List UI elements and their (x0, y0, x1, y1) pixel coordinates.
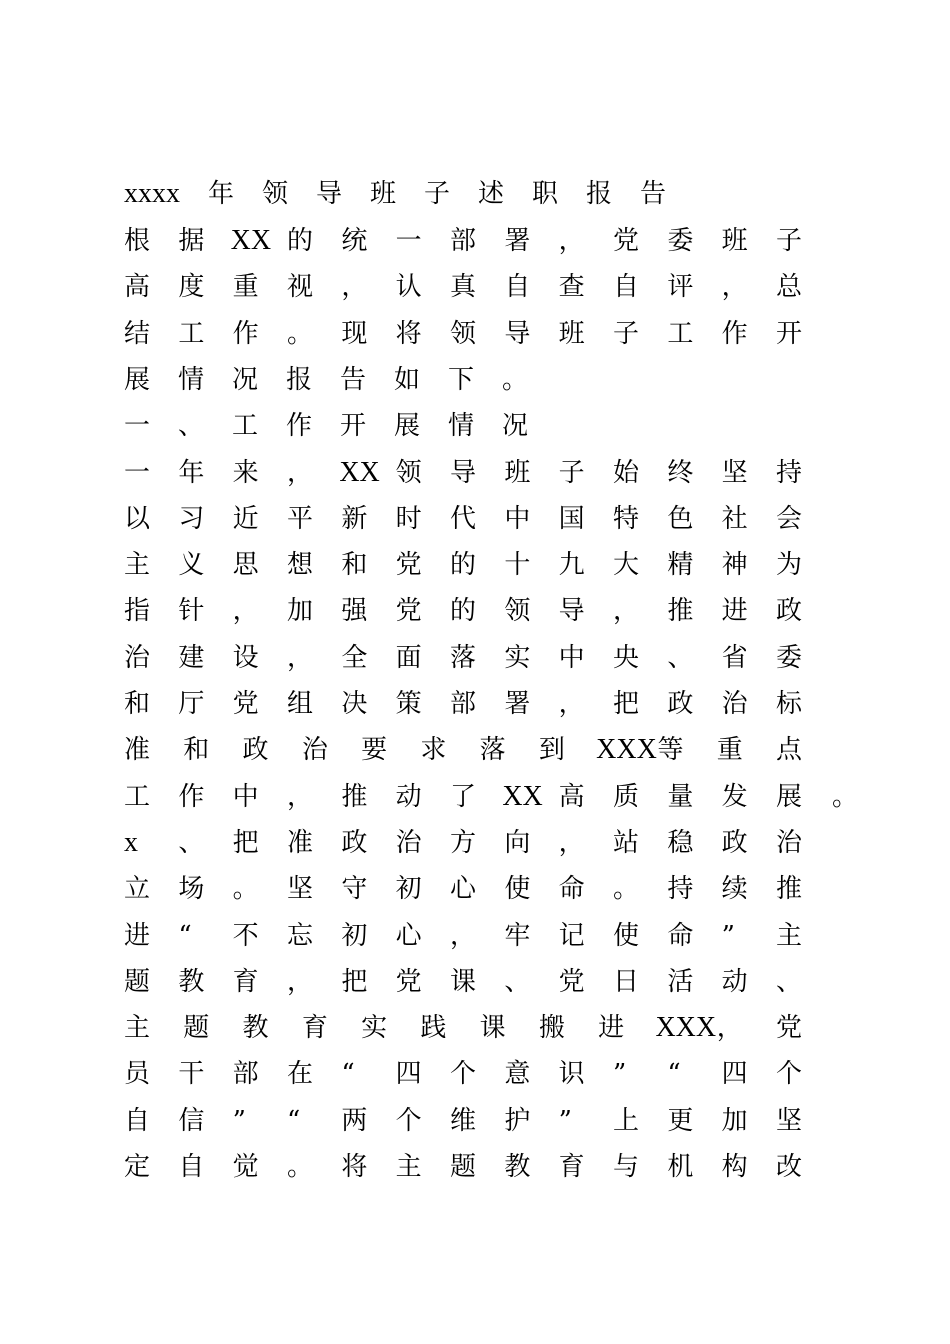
text-char: 育 (232, 966, 259, 997)
document-line (0, 450, 950, 496)
text-char: 九 (558, 550, 585, 581)
text-char: 加 (287, 596, 314, 627)
text-char: 了 (450, 781, 477, 812)
text-char: 十 (504, 550, 531, 581)
text-char: 色 (667, 503, 694, 534)
text-char: 平 (287, 503, 314, 534)
text-char: “ (341, 1059, 355, 1090)
text-char: ， (558, 827, 585, 858)
text-char: 守 (341, 874, 368, 905)
text-char: 场 (178, 874, 205, 905)
text-char: 发 (721, 781, 748, 812)
text-char: 全 (341, 642, 368, 673)
title-char: 年 (208, 179, 235, 209)
text-char: 领 (504, 596, 531, 627)
text-char: 政 (721, 827, 748, 858)
text-char: 作 (721, 318, 748, 349)
text-char: 续 (721, 874, 748, 905)
text-char: 思 (232, 550, 259, 581)
text-char: 评 (667, 272, 694, 303)
text-char: 改 (776, 1152, 803, 1182)
text-char: 和 (341, 550, 368, 581)
text-char: 政 (776, 596, 803, 627)
text-char: 到 (538, 735, 565, 766)
text-char: 两 (341, 1105, 368, 1136)
text-char: 子 (613, 318, 640, 349)
text-char: 。 (502, 364, 529, 395)
text-char: 点 (776, 735, 803, 766)
text-char: 初 (341, 920, 368, 951)
text-char: 。 (287, 318, 314, 349)
text-char: ， (558, 226, 585, 256)
text-char: 教 (242, 1013, 269, 1044)
title-char: 述 (478, 179, 505, 209)
text-char: 心 (450, 874, 477, 905)
text-char: 署 (504, 689, 531, 719)
document-line (0, 496, 950, 542)
title-year: xxxx (124, 178, 180, 209)
text-char: 实 (361, 1013, 388, 1044)
text-char: 进 (124, 920, 151, 951)
text-char: 结 (124, 318, 151, 349)
text-char: 识 (558, 1059, 585, 1090)
text-char: 设 (232, 642, 259, 673)
text-char: ” (721, 920, 735, 951)
text-char: 中 (504, 503, 531, 534)
document-line (0, 635, 950, 681)
text-char: 。 (232, 874, 259, 905)
text-char: 认 (395, 272, 422, 303)
text-char: 工 (124, 781, 151, 812)
text-char: 搬 (538, 1013, 565, 1044)
document-line (0, 264, 950, 310)
text-char: 育 (558, 1152, 585, 1182)
text-char: 视 (287, 272, 314, 303)
text-char: ， (287, 642, 314, 673)
text-char: 政 (341, 827, 368, 858)
text-char: 命 (558, 874, 585, 905)
text-char: ， (716, 1013, 743, 1044)
text-char: 党 (776, 1013, 803, 1044)
text-char: 记 (558, 920, 585, 951)
text-char: 进 (598, 1013, 625, 1044)
text-char: 推 (667, 596, 694, 627)
text-char: ， (341, 272, 368, 303)
text-char: 政 (667, 689, 694, 719)
document-line (0, 1098, 950, 1144)
text-char: 、 (178, 827, 205, 858)
text-char: 重 (232, 272, 259, 303)
title-char: 导 (316, 179, 343, 209)
text-char: 特 (613, 503, 640, 534)
text-char: 精 (667, 550, 694, 581)
text-char: 意 (504, 1059, 531, 1090)
text-char: 央 (613, 642, 640, 673)
text-char: “ (178, 920, 192, 951)
text-char: ， (287, 966, 314, 997)
text-char: 针 (178, 596, 205, 627)
text-char: 自 (178, 1152, 205, 1182)
text-char: 治 (124, 642, 151, 673)
latin-token: XX (230, 225, 272, 256)
text-char: 中 (232, 781, 259, 812)
text-char: ， (450, 920, 477, 951)
text-char: 的 (450, 550, 477, 581)
text-char: 现 (341, 318, 368, 349)
text-char: 日 (613, 966, 640, 997)
text-char: 立 (124, 874, 151, 905)
text-char: 厅 (178, 689, 205, 719)
text-char: 一 (124, 457, 151, 488)
text-char: 落 (450, 642, 477, 673)
text-char: 个 (776, 1059, 803, 1090)
text-char: 维 (450, 1105, 477, 1136)
text-char: 政 (242, 735, 269, 766)
text-char: 的 (450, 596, 477, 627)
text-char: 向 (504, 827, 531, 858)
text-char: 主 (776, 920, 803, 951)
text-char: 机 (667, 1152, 694, 1182)
text-char: 个 (450, 1059, 477, 1090)
text-char: 治 (301, 735, 328, 766)
text-char: 近 (232, 503, 259, 534)
text-char: 委 (667, 226, 694, 256)
document-line (0, 681, 950, 727)
document-line (0, 311, 950, 357)
text-char: 高 (558, 781, 585, 812)
title-char: 子 (424, 179, 451, 209)
text-char: 推 (341, 781, 368, 812)
text-char: 党 (613, 226, 640, 256)
text-char: 决 (341, 689, 368, 719)
text-char: 准 (124, 735, 151, 766)
text-char: 量 (667, 781, 694, 812)
document-line (0, 542, 950, 588)
document-line (0, 727, 950, 773)
text-char: 部 (450, 689, 477, 719)
text-char: 护 (504, 1105, 531, 1136)
text-char: 终 (667, 457, 694, 488)
text-char: ” (613, 1059, 627, 1090)
text-char: 自 (613, 272, 640, 303)
text-char: “ (287, 1105, 301, 1136)
text-char: ， (721, 272, 748, 303)
text-char: 根 (124, 226, 151, 256)
text-char: 觉 (232, 1152, 259, 1182)
text-char: ， (613, 596, 640, 627)
text-char: 真 (450, 272, 477, 303)
text-char: 坚 (776, 1105, 803, 1136)
text-char: 题 (124, 966, 151, 997)
text-char: 员 (124, 1059, 151, 1090)
text-char: 子 (558, 457, 585, 488)
text-char: 。 (613, 874, 640, 905)
text-char: 度 (178, 272, 205, 303)
text-char: 党 (395, 596, 422, 627)
text-char: 面 (395, 642, 422, 673)
text-char: 更 (667, 1105, 694, 1136)
text-char: 如 (394, 364, 421, 395)
document-line (0, 913, 950, 959)
text-char: 查 (558, 272, 585, 303)
document-line (0, 774, 950, 820)
text-char: 开 (340, 411, 367, 442)
text-char: 课 (450, 966, 477, 997)
document-line (0, 820, 950, 866)
document-line (0, 403, 950, 449)
text-char: 部 (232, 1059, 259, 1090)
text-char: ， (232, 596, 259, 627)
text-char: 自 (504, 272, 531, 303)
document-line (0, 588, 950, 634)
text-char: 构 (721, 1152, 748, 1182)
text-char: 导 (558, 596, 585, 627)
text-char: 情 (178, 364, 205, 395)
text-char: 国 (558, 503, 585, 534)
text-char: 神 (721, 550, 748, 581)
text-char: 、 (667, 642, 694, 673)
text-char: 为 (776, 550, 803, 581)
title-char: 班 (370, 179, 397, 209)
text-char: 统 (341, 226, 368, 256)
text-char: 以 (124, 503, 151, 534)
text-char: 导 (450, 457, 477, 488)
text-char: 育 (301, 1013, 328, 1044)
text-char: 实 (504, 642, 531, 673)
text-char: 初 (395, 874, 422, 905)
text-char: 始 (613, 457, 640, 488)
latin-token: XX (339, 456, 380, 488)
text-char: 代 (450, 503, 477, 534)
text-char: 教 (504, 1152, 531, 1182)
text-char: 高 (124, 272, 151, 303)
text-char: 大 (613, 550, 640, 581)
text-char: 动 (721, 966, 748, 997)
text-char: 导 (504, 318, 531, 349)
document-line (0, 1144, 950, 1190)
document-line (0, 1051, 950, 1097)
latin-token: x (124, 826, 138, 858)
text-char: 一 (124, 411, 151, 442)
text-char: 想 (287, 550, 314, 581)
text-char: 上 (613, 1105, 640, 1136)
text-char: 。 (287, 1152, 314, 1182)
text-char: 使 (504, 874, 531, 905)
text-char: 把 (613, 689, 640, 719)
text-char: 把 (341, 966, 368, 997)
latin-token: XX (502, 780, 543, 812)
text-char: 主 (124, 1013, 151, 1044)
text-char: 工 (178, 318, 205, 349)
text-char: 策 (395, 689, 422, 719)
text-char: 领 (450, 318, 477, 349)
text-char: 展 (124, 364, 151, 395)
text-char: 治 (776, 827, 803, 858)
text-char: 个 (395, 1105, 422, 1136)
text-char: 教 (178, 966, 205, 997)
title-char: 报 (586, 179, 613, 209)
document-line (0, 866, 950, 912)
text-char: 持 (667, 874, 694, 905)
text-char: 领 (395, 457, 422, 488)
text-char: 推 (776, 874, 803, 905)
text-char: 作 (286, 411, 313, 442)
text-char: 要 (361, 735, 388, 766)
text-char: 和 (124, 689, 151, 719)
text-char: ， (558, 689, 585, 719)
text-char: 四 (721, 1059, 748, 1090)
text-char: 定 (124, 1152, 151, 1182)
text-char: 中 (558, 642, 585, 673)
text-char: 下 (448, 364, 475, 395)
text-char: 强 (341, 596, 368, 627)
latin-token: XXX (596, 734, 657, 766)
text-char: 落 (479, 735, 506, 766)
text-char: 一 (395, 226, 422, 256)
text-char: 将 (395, 318, 422, 349)
text-char: 不 (232, 920, 259, 951)
text-char: 活 (667, 966, 694, 997)
text-char: 班 (504, 457, 531, 488)
latin-token: XXX (655, 1012, 717, 1044)
text-char: 信 (178, 1105, 205, 1136)
text-char: 治 (721, 689, 748, 719)
text-char: 站 (613, 827, 640, 858)
text-char: 党 (558, 966, 585, 997)
text-char: 标 (776, 689, 803, 719)
text-char: 建 (178, 642, 205, 673)
text-char: 组 (287, 689, 314, 719)
text-char: 在 (287, 1059, 314, 1090)
text-char: 、 (776, 966, 803, 997)
text-char: 况 (232, 364, 259, 395)
text-char: ， (287, 781, 314, 812)
text-char: 准 (287, 827, 314, 858)
text-char: 告 (340, 364, 367, 395)
text-char: 义 (178, 550, 205, 581)
text-char: 新 (341, 503, 368, 534)
text-char: 工 (667, 318, 694, 349)
text-char: 情 (448, 411, 475, 442)
title-char: 告 (640, 179, 667, 209)
text-char: 班 (721, 226, 748, 256)
text-char: 和 (183, 735, 210, 766)
text-char: 使 (613, 920, 640, 951)
document-line (0, 959, 950, 1005)
text-char: 习 (178, 503, 205, 534)
text-char: 把 (232, 827, 259, 858)
text-char: 主 (124, 550, 151, 581)
text-char: 据 (178, 226, 205, 256)
text-char: 等 (657, 735, 684, 766)
document-line (0, 1005, 950, 1051)
text-char: 命 (667, 920, 694, 951)
text-char: 总 (776, 272, 803, 303)
text-char: 社 (721, 503, 748, 534)
text-char: 。 (832, 781, 859, 812)
text-char: 的 (287, 226, 314, 256)
text-char: 子 (776, 226, 803, 256)
text-char: 时 (395, 503, 422, 534)
title-char: 职 (532, 179, 559, 209)
text-char: 坚 (721, 457, 748, 488)
document-line (0, 357, 950, 403)
text-char: 忘 (287, 920, 314, 951)
text-char: 、 (504, 966, 531, 997)
text-char: ， (287, 457, 314, 488)
text-char: 署 (504, 226, 531, 256)
text-char: 作 (178, 781, 205, 812)
text-char: 质 (613, 781, 640, 812)
text-char: 四 (395, 1059, 422, 1090)
text-char: 党 (395, 966, 422, 997)
text-char: 党 (395, 550, 422, 581)
text-char: 题 (183, 1013, 210, 1044)
title-char: 领 (262, 179, 289, 209)
text-char: 主 (395, 1152, 422, 1182)
text-char: 将 (341, 1152, 368, 1182)
text-char: ” (232, 1105, 246, 1136)
text-char: 况 (502, 411, 529, 442)
text-char: 干 (178, 1059, 205, 1090)
text-char: 开 (776, 318, 803, 349)
text-char: 践 (420, 1013, 447, 1044)
text-char: 展 (394, 411, 421, 442)
text-char: 自 (124, 1105, 151, 1136)
text-char: 省 (721, 642, 748, 673)
text-char: 稳 (667, 827, 694, 858)
text-char: 党 (232, 689, 259, 719)
text-char: 方 (450, 827, 477, 858)
text-char: 题 (450, 1152, 477, 1182)
document-title (0, 171, 950, 217)
text-char: 指 (124, 596, 151, 627)
text-char: 部 (450, 226, 477, 256)
text-char: ” (558, 1105, 572, 1136)
text-char: 展 (776, 781, 803, 812)
text-char: 作 (232, 318, 259, 349)
text-char: 进 (721, 596, 748, 627)
text-char: 持 (776, 457, 803, 488)
text-char: 、 (178, 411, 205, 442)
text-char: 与 (613, 1152, 640, 1182)
text-char: “ (667, 1059, 681, 1090)
text-char: 会 (776, 503, 803, 534)
text-char: 委 (776, 642, 803, 673)
document-line (0, 218, 950, 264)
text-char: 心 (395, 920, 422, 951)
text-char: 治 (395, 827, 422, 858)
text-char: 求 (420, 735, 447, 766)
text-char: 年 (178, 457, 205, 488)
text-char: 坚 (287, 874, 314, 905)
text-char: 牢 (504, 920, 531, 951)
text-char: 课 (479, 1013, 506, 1044)
text-char: 报 (286, 364, 313, 395)
text-char: 来 (232, 457, 259, 488)
text-char: 动 (395, 781, 422, 812)
text-char: 加 (721, 1105, 748, 1136)
text-char: 重 (716, 735, 743, 766)
text-char: 班 (558, 318, 585, 349)
text-char: 工 (232, 411, 259, 442)
